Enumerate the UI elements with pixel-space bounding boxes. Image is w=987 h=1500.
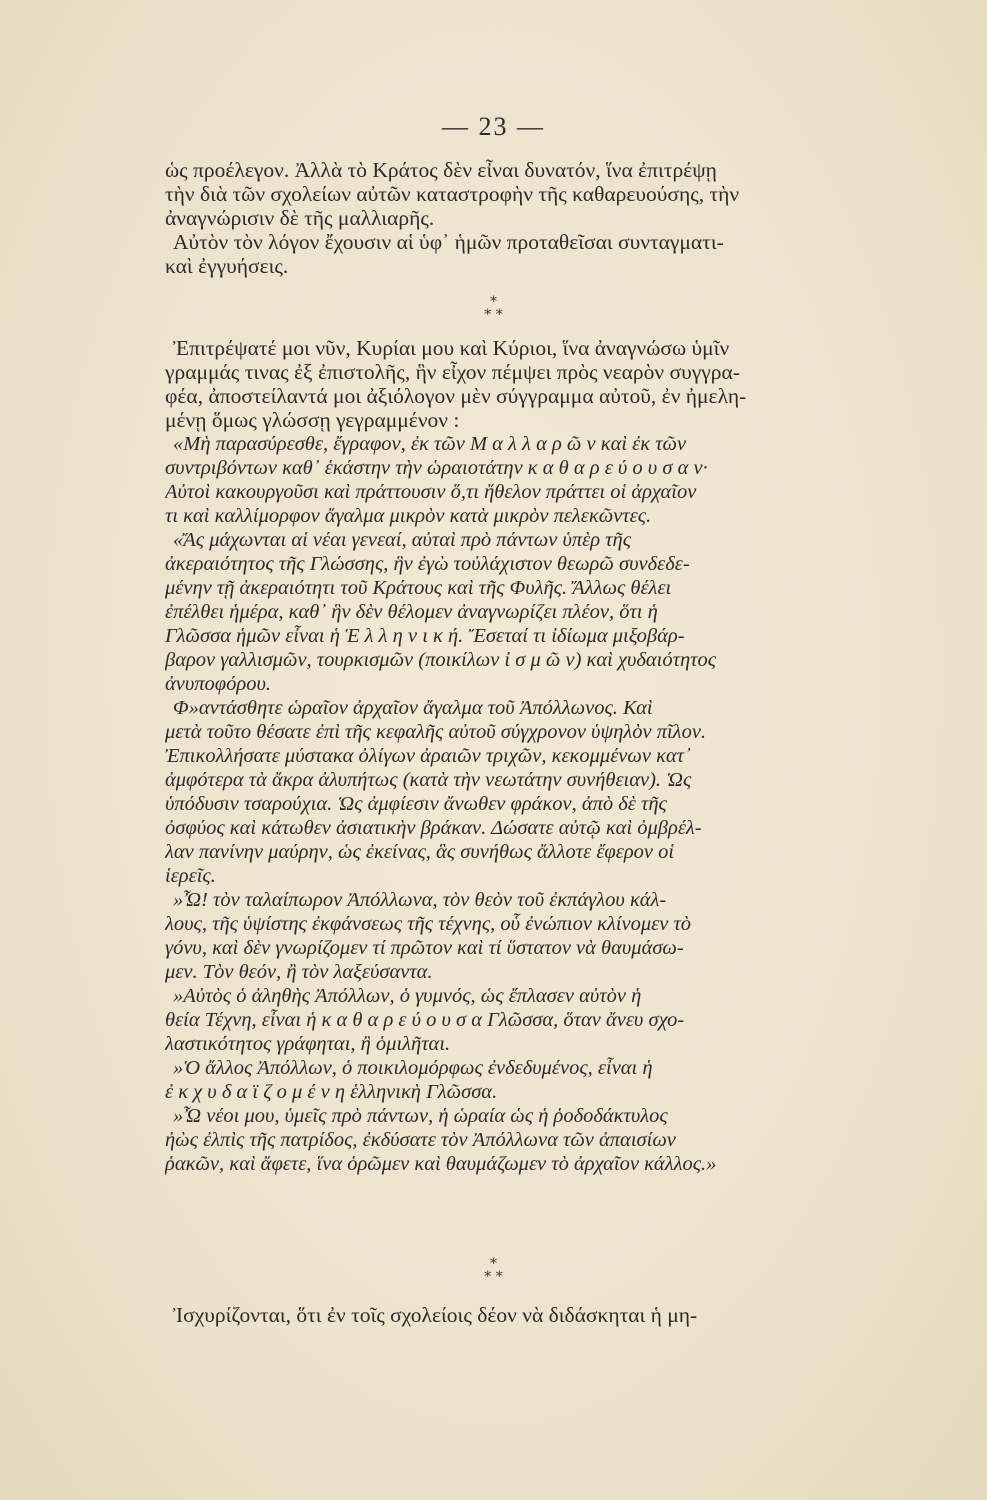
quote-line: μετὰ τοῦτο θέσατε ἐπὶ τῆς κεφαλῆς αὐτοῦ σύγχρονον ὑψηλὸν πῖλον.	[165, 721, 707, 743]
quote-line: »Αὐτὸς ὁ ἀληθὴς Ἀπόλλων, ὁ γυμνός, ὡς ἔπλασεν αὐτὸν ἡ	[173, 985, 642, 1007]
quote-line: συντριβόντων καθ᾽ ἑκάστην τὴν ὡραιοτάτην κ α θ α ρ ε ύ ο υ σ α ν·	[165, 457, 708, 479]
paragraph-3	[165, 1303, 825, 1327]
quote-line: βαρον γαλλισμῶν, τουρκισμῶν (ποικίλων ἰ σ μ ῶ ν) καὶ χυδαιότητος	[165, 649, 717, 671]
quote-line: τι καὶ καλλίμορφον ἄγαλμα μικρὸν κατὰ μικρὸν πελεκῶντες.	[165, 505, 652, 527]
section-asterism-2	[0, 1258, 987, 1284]
text-line: ὡς προέλεγον. Ἀλλὰ τὸ Κράτος δὲν εἶναι δυνατόν, ἵνα ἐπιτρέψῃ	[165, 158, 717, 182]
paragraph-2	[165, 336, 825, 432]
asterism-top: *	[490, 1256, 497, 1272]
quote-line: ἐπέλθει ἡμέρα, καθ᾽ ἣν δὲν θέλομεν ἀναγνωρίζει πλέον, ὅτι ἡ	[165, 601, 658, 623]
quote-line: λαστικότητος γράφηται, ἢ ὁμιλῆται.	[165, 1033, 451, 1055]
section-asterism	[0, 296, 987, 322]
quote-line: Αὐτοὶ κακουργοῦσι καὶ πράττουσιν ὅ,τι ἤθελον πράττει οἱ ἀρχαῖον	[165, 481, 697, 503]
asterism-bottom: * *	[484, 1269, 503, 1285]
paragraph-1	[165, 158, 825, 278]
page-number: — 23 —	[442, 112, 545, 141]
text-line: μένῃ ὅμως γλώσσῃ γεγραμμένον :	[165, 408, 460, 432]
quote-line: »Ὦ! τὸν ταλαίπωρον Ἀπόλλωνα, τὸν θεὸν τοῦ ἐκπάγλου κάλ-	[173, 889, 667, 911]
quote-line: ῥακῶν, καὶ ἄφετε, ἵνα ὁρῶμεν καὶ θαυμάζωμεν τὸ ἀρχαῖον κάλλος.»	[165, 1153, 717, 1175]
quote-line: Ἐπικολλήσατε μύστακα ὀλίγων ἀραιῶν τριχῶν, κεκομμένων κατ᾽	[165, 745, 691, 767]
quote-line: μένην τῇ ἀκεραιότητι τοῦ Κράτους καὶ τῆς Φυλῆς. Ἄλλως θέλει	[165, 577, 672, 599]
text-line: Ἰσχυρίζονται, ὅτι ἐν τοῖς σχολείοις δέον νὰ διδάσκηται ἡ μη-	[173, 1303, 698, 1327]
asterism-top: *	[490, 294, 497, 310]
quote-line: «Ἄς μάχωνται αἱ νέαι γενεαί, αὐταὶ πρὸ πάντων ὑπὲρ τῆς	[173, 529, 632, 551]
quote-line: ἀνυποφόρου.	[165, 673, 272, 695]
quote-line: ἀμφότερα τὰ ἄκρα ἀλυπήτως (κατὰ τὴν νεωτάτην συνήθειαν). Ὡς	[165, 769, 692, 791]
quoted-letter	[165, 432, 825, 1176]
quote-line: ὀσφύος καὶ κάτωθεν ἀσιατικὴν βράκαν. Δώσατε αὐτῷ καὶ ὀμβρέλ-	[165, 817, 702, 839]
asterism-bottom: * *	[484, 307, 503, 323]
text-line: ἀναγνώρισιν δὲ τῆς μαλλιαρῆς.	[165, 206, 435, 230]
text-line: φέα, ἀποστείλαντά μοι ἀξιόλογον μὲν σύγγραμμα αὐτοῦ, ἐν ἠμελη-	[165, 384, 747, 408]
quote-line: »Ὦ νέοι μου, ὑμεῖς πρὸ πάντων, ἡ ὡραία ὡς ἡ ῥοδοδάκτυλος	[173, 1105, 668, 1127]
quote-line: μεν. Τὸν θεόν, ἢ τὸν λαξεύσαντα.	[165, 961, 433, 983]
quote-line: ἀκεραιότητος τῆς Γλώσσης, ἣν ἐγὼ τοὐλάχιστον θεωρῶ συνδεδε-	[165, 553, 690, 575]
quote-line: »Ὁ ἄλλος Ἀπόλλων, ὁ ποικιλομόρφως ἐνδεδυμένος, εἶναι ἡ	[173, 1057, 653, 1079]
quote-line: ἱερεῖς.	[165, 865, 216, 887]
quote-line: λους, τῆς ὑψίστης ἐκφάνσεως τῆς τέχνης, οὗ ἐνώπιον κλίνομεν τὸ	[165, 913, 692, 935]
quote-line: θεία Τέχνη, εἶναι ἡ κ α θ α ρ ε ύ ο υ σ α Γλῶσσα, ὅταν ἄνευ σχο-	[165, 1009, 685, 1031]
quote-line: «Μὴ παρασύρεσθε, ἔγραφον, ἐκ τῶν Μ α λ λ α ρ ῶ ν καὶ ἐκ τῶν	[173, 433, 687, 455]
text-line: τὴν διὰ τῶν σχολείων αὐτῶν καταστροφὴν τῆς καθαρευούσης, τὴν	[165, 182, 740, 206]
text-line: γραμμάς τινας ἐξ ἐπιστολῆς, ἣν εἶχον πέμψει πρὸς νεαρὸν συγγρα-	[165, 360, 740, 384]
quote-line: ἠὼς ἐλπὶς τῆς πατρίδος, ἐκδύσατε τὸν Ἀπόλλωνα τῶν ἀπαισίων	[165, 1129, 676, 1151]
quote-line: Φ»αντάσθητε ὡραῖον ἀρχαῖον ἄγαλμα τοῦ Ἀπόλλωνος. Καὶ	[173, 697, 653, 719]
text-line: καὶ ἐγγυήσεις.	[165, 254, 289, 278]
quote-line: Γλῶσσα ἡμῶν εἶναι ἡ Ἑ λ λ η ν ι κ ή. Ἔσεταί τι ἰδίωμα μιξοβάρ-	[165, 625, 685, 647]
quote-line: γόνυ, καὶ δὲν γνωρίζομεν τί πρῶτον καὶ τί ὕστατον νὰ θαυμάσω-	[165, 937, 684, 959]
quote-line: λαν πανίνην μαύρην, ὡς ἐκείνας, ἃς συνήθως ἄλλοτε ἔφερον οἱ	[165, 841, 675, 863]
quote-line: ἐ κ χ υ δ α ϊ ζ ο μ έ ν η ἑλληνικὴ Γλῶσσα.	[165, 1081, 498, 1103]
quote-line: ὑπόδυσιν τσαρούχια. Ὡς ἀμφίεσιν ἄνωθεν φράκον, ἀπὸ δὲ τῆς	[165, 793, 667, 815]
text-line: Ἐπιτρέψατέ μοι νῦν, Κυρίαι μου καὶ Κύριοι, ἵνα ἀναγνώσω ὑμῖν	[173, 336, 730, 360]
text-line: Αὐτὸν τὸν λόγον ἔχουσιν αἱ ὑφ᾽ ἡμῶν προταθεῖσαι συνταγματι-	[173, 230, 724, 254]
